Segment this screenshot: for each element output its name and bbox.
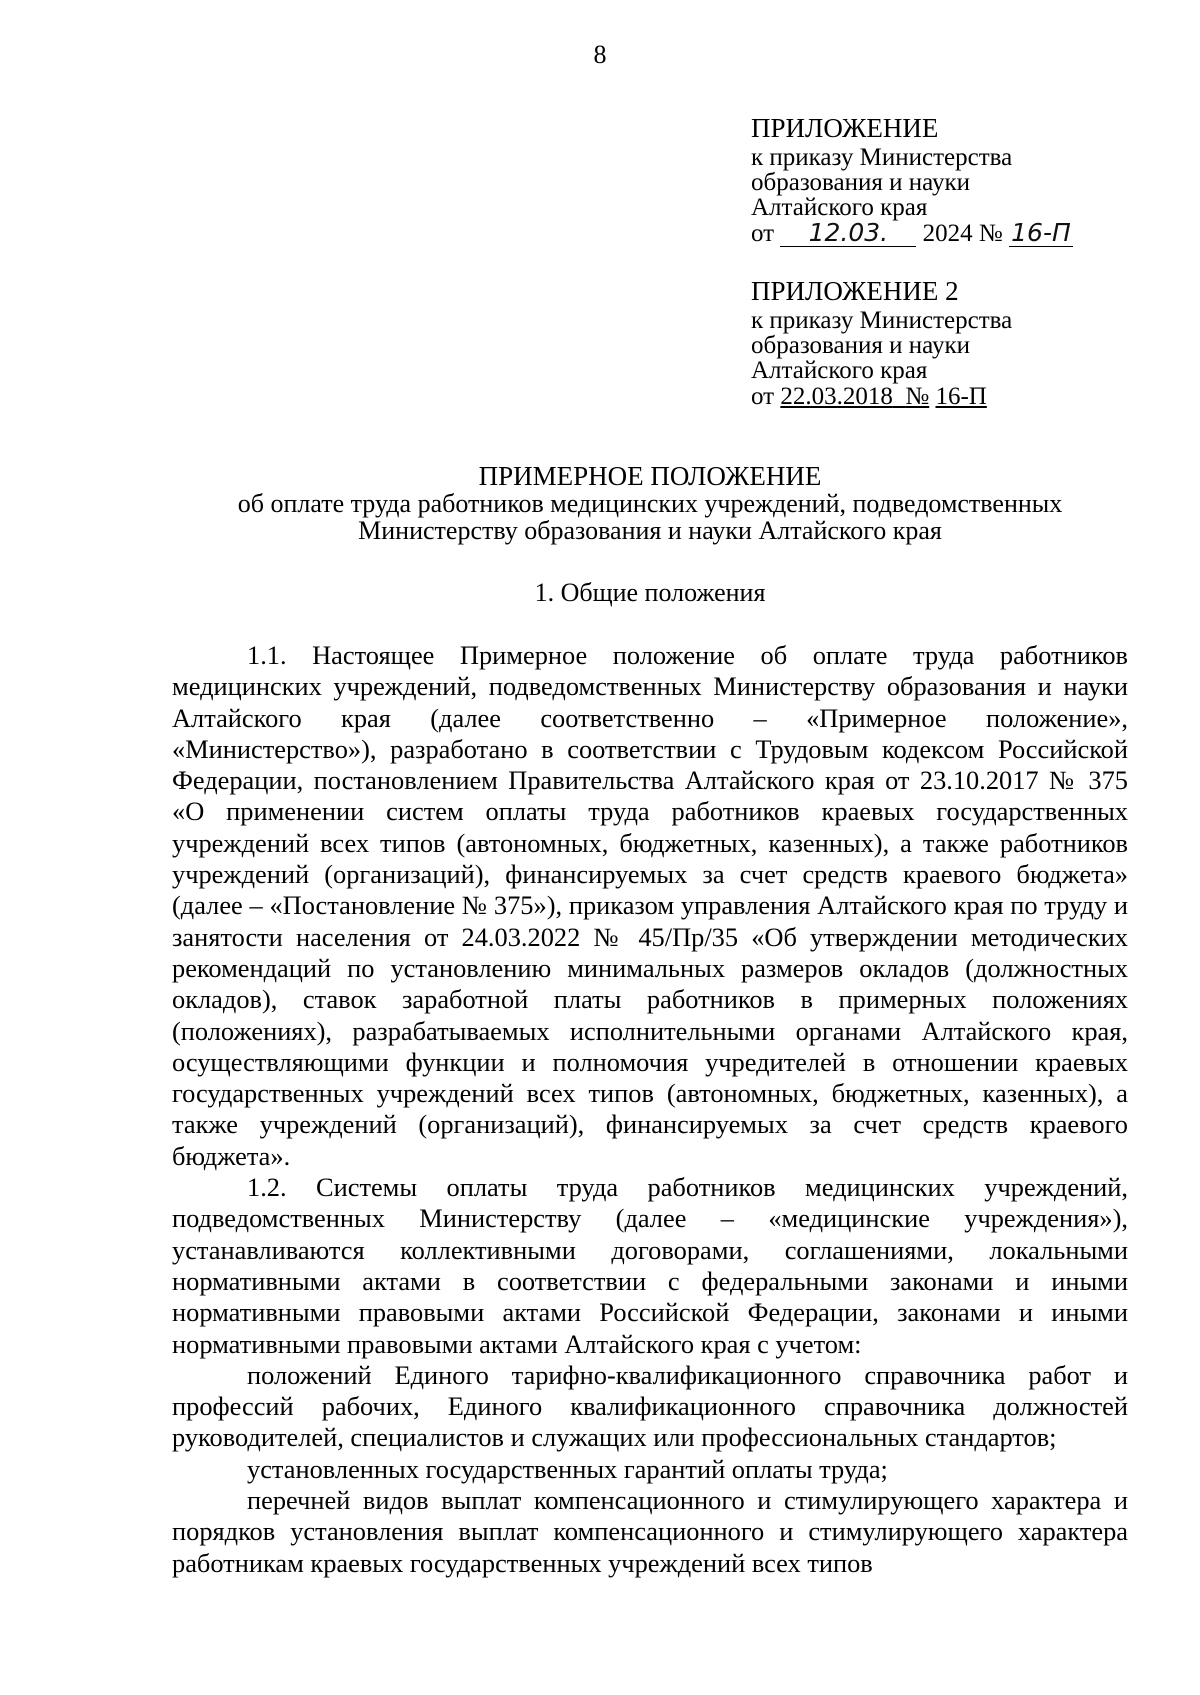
appendix-2-date-gap [893,383,906,410]
appendix-2-heading: ПРИЛОЖЕНИЕ 2 [751,276,959,306]
document-body [172,640,1128,1579]
paragraph: перечней видов выплат компенсационного и стимулирующего характера и порядков установления выплат компенсационного и стимулирующего характера работникам краевых государственных учреждений всех типов [172,1485,1128,1578]
appendix-1-year-and-number-sign: 2024 № [922,220,1003,247]
appendix-2-date-prefix: от [751,383,775,410]
appendix-2-line: Алтайского края [751,357,928,384]
paragraph: 1.1. Настоящее Примерное положение об оплате труда работников медицинских учреждений, подведомственных Министерству образования и науки Алтайского края (далее соответственно – «Примерное положение», «Министерство»), разработано в соответствии с Трудовым кодексом Российской Федерации, постановлением Правительства Алтайского края от 23.10.2017 № 375 «О применении систем оплаты труда работников краевых государственных учреждений всех типов (автономных, бюджетных, казенных), а также работников учреждений (организаций), финансируемых за счет средств краевого бюджета» (далее – «Постановление № 375»), приказом управления Алтайского края по труду и занятости населения от 24.03.2022 № 45/Пр/35 «Об утверждении методических рекомендаций по установлению минимальных размеров окладов (должностных окладов), ставок заработной платы работников в примерных положениях (положениях), разрабатываемых исполнительными органами Алтайского края, осуществляющими функции и полномочия учредителей в отношении краевых государственных учреждений всех типов (автономных, бюджетных, казенных), а также учреждений (организаций), финансируемых за счет средств краевого бюджета». [172,640,1128,1171]
appendix-1-heading: ПРИЛОЖЕНИЕ [751,113,939,143]
appendix-1-handwritten-date: 12.03. [808,218,889,247]
appendix-1-line: Алтайского края [751,194,928,221]
section-title: 1. Общие положения [534,578,766,607]
document-title: ПРИМЕРНОЕ ПОЛОЖЕНИЕ [478,461,822,491]
appendix-1-date-prefix: от [751,220,775,247]
appendix-1-line: образования и науки [751,169,970,196]
appendix-1-block [751,113,1151,247]
page-number: 8 [593,40,607,69]
appendix-2-line: образования и науки [751,332,970,359]
appendix-1-date-field [780,218,916,247]
appendix-1-date-row [751,218,1151,247]
document-title-block [170,463,1130,544]
appendix-2-number: 16-П [935,383,987,410]
appendix-1-handwritten-number: 16-П [1011,218,1071,247]
appendix-1-number-field [1009,218,1073,247]
paragraph: установленных государственных гарантий оплаты труда; [247,1453,888,1484]
document-subtitle-line-2: Министерству образования и науки Алтайского края [358,516,942,545]
paragraph: положений Единого тарифно-квалификационного справочника работ и профессий рабочих, Единого квалификационного справочника должностей руководителей, специалистов и служащих или профессиональных стандартов; [172,1359,1128,1453]
appendix-1-line: к приказу Министерства [751,144,1013,171]
appendix-2-number-sign: № [905,383,930,410]
paragraph: 1.2. Системы оплаты труда работников медицинских учреждений, подведомственных Министерству (далее – «медицинские учреждения»), устанавливаются коллективными договорами, соглашениями, локальными нормативными актами в соответствии с федеральными законами и иными нормативными правовыми актами Российской Федерации, законами и иными нормативными правовыми актами Алтайского края с учетом: [172,1172,1128,1359]
document-subtitle-line-1: об оплате труда работников медицинских учреждений, подведомственных [237,489,1063,518]
appendix-2-date-row [751,384,1151,409]
appendix-2-date: 22.03.2018 [780,383,893,410]
appendix-2-line: к приказу Министерства [751,307,1013,334]
appendix-2-block [751,276,1151,409]
